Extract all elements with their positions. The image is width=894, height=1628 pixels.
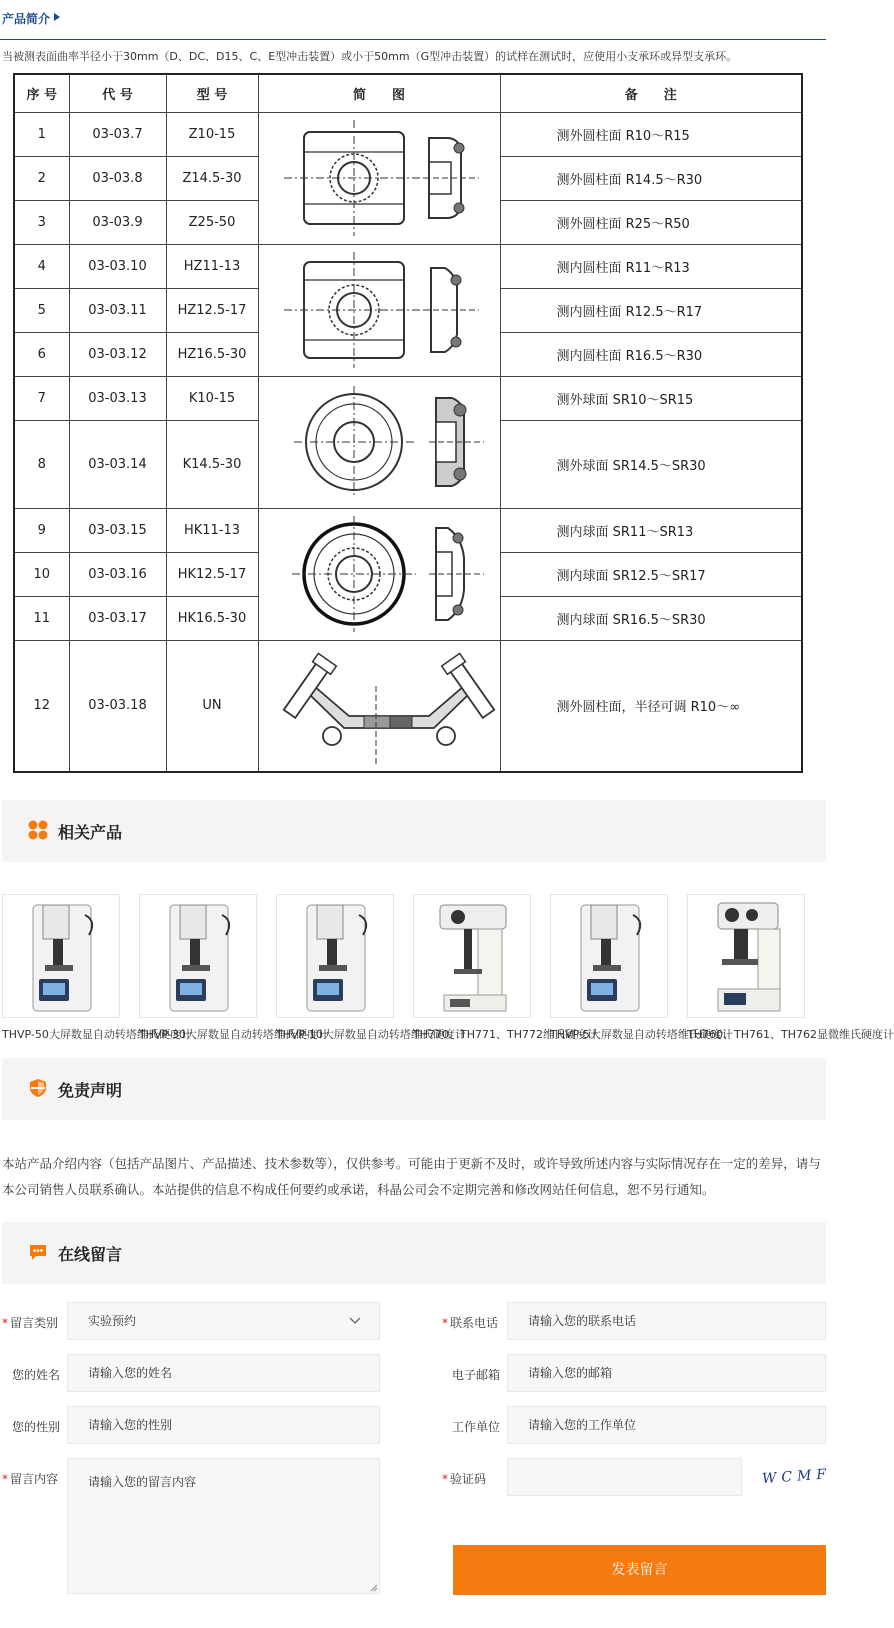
captcha-input[interactable] <box>507 1458 742 1496</box>
product-thumbnail[interactable] <box>413 894 531 1018</box>
phone-input[interactable]: 请输入您的联系电话 <box>507 1302 826 1340</box>
disclaimer-text: 本站产品介绍内容（包括产品图片、产品描述、技术参数等），仅供参考。可能由于更新不及时，或许导致所述内容与实际情况存在一定的差异，请与本公司销售人员联系确认。本站提供的信息不构成任何要约或承诺，科晶公司会不定期完善和修改网站任何信息，恕不另行通知。 <box>2 1156 821 1197</box>
product-name[interactable]: TH770、TH771、TH772维氏硬度计 <box>413 1028 598 1041</box>
row-code: 03-03.15 <box>69 508 166 552</box>
row-no: 5 <box>14 288 69 332</box>
row-no: 3 <box>14 200 69 244</box>
row-note: 测外球面 SR10～SR15 <box>500 376 802 420</box>
category-select[interactable]: 实验预约 <box>67 1302 380 1340</box>
header-model: 型 号 <box>166 74 258 112</box>
message-title: 在线留言 <box>58 1245 123 1264</box>
row-no: 9 <box>14 508 69 552</box>
company-input[interactable]: 请输入您的工作单位 <box>507 1406 826 1444</box>
table-row <box>14 244 802 288</box>
row-no: 2 <box>14 156 69 200</box>
row-model: HK16.5-30 <box>166 596 258 640</box>
table-row <box>14 640 802 772</box>
category-label: * 留言类别 <box>2 1316 59 1330</box>
diagram-k-type <box>258 376 500 508</box>
product-intro-header <box>0 0 826 40</box>
product-name[interactable]: THVP-30大屏数显自动转塔维氏硬度计 <box>139 1028 329 1041</box>
row-code: 03-03.12 <box>69 332 166 376</box>
disclaimer-title: 免责声明 <box>58 1081 123 1100</box>
message-bar <box>2 1222 826 1284</box>
table-row <box>14 376 802 420</box>
row-model: Z25-50 <box>166 200 258 244</box>
header-diagram: 简 图 <box>258 74 500 112</box>
related-products-title: 相关产品 <box>58 823 123 842</box>
product-thumbnail[interactable] <box>276 894 394 1018</box>
product-card[interactable] <box>139 894 329 1042</box>
product-card[interactable] <box>413 894 598 1042</box>
phone-label: * 联系电话 <box>442 1316 499 1330</box>
row-note: 测内球面 SR12.5～SR17 <box>500 552 802 596</box>
product-card[interactable] <box>550 894 733 1042</box>
email-input[interactable]: 请输入您的邮箱 <box>507 1354 826 1392</box>
disclaimer-bar <box>2 1058 826 1120</box>
row-note: 测内圆柱面 R12.5～R17 <box>500 288 802 332</box>
row-code: 03-03.17 <box>69 596 166 640</box>
resize-handle-icon[interactable] <box>370 1584 378 1592</box>
company-label: 工作单位 <box>452 1420 501 1434</box>
row-no: 4 <box>14 244 69 288</box>
row-note: 测外圆柱面 R25～R50 <box>500 200 802 244</box>
row-no: 8 <box>14 420 69 508</box>
row-model: UN <box>166 640 258 772</box>
product-card[interactable] <box>276 894 466 1042</box>
row-no: 12 <box>14 640 69 772</box>
product-card[interactable] <box>2 894 192 1042</box>
table-row <box>14 508 802 552</box>
submit-button[interactable]: 发表留言 <box>453 1545 826 1595</box>
product-name[interactable]: THVP-5大屏数显自动转塔维氏硬度计 <box>550 1028 733 1041</box>
diagram-z-type <box>258 112 500 244</box>
row-note: 测内球面 SR16.5～SR30 <box>500 596 802 640</box>
row-note: 测内圆柱面 R16.5～R30 <box>500 332 802 376</box>
grid-flower-icon <box>28 820 48 840</box>
row-code: 03-03.7 <box>69 112 166 156</box>
row-no: 7 <box>14 376 69 420</box>
row-note: 测内球面 SR11～SR13 <box>500 508 802 552</box>
gender-input[interactable]: 请输入您的性别 <box>67 1406 380 1444</box>
shield-icon <box>28 1078 48 1098</box>
intro-text: 当被测表面曲率半径小于30mm（D、DC、D15、C、E型冲击装置）或小于50mm（G型冲击装置）的试样在测试时，应使用小支承环或异型支承环。 <box>2 50 738 63</box>
table-header-row <box>14 74 802 112</box>
diagram-hk-type <box>258 508 500 640</box>
row-model: HK11-13 <box>166 508 258 552</box>
row-code: 03-03.16 <box>69 552 166 596</box>
row-model: K10-15 <box>166 376 258 420</box>
name-input[interactable]: 请输入您的姓名 <box>67 1354 380 1392</box>
email-label: 电子邮箱 <box>452 1368 501 1382</box>
row-note: 测外圆柱面，半径可调 R10～∞ <box>500 640 802 772</box>
table-row <box>14 112 802 156</box>
diagram-un-type <box>258 640 500 772</box>
header-code: 代 号 <box>69 74 166 112</box>
product-name[interactable]: TH760、TH761、TH762显微维氏硬度计 <box>687 1028 894 1041</box>
row-code: 03-03.8 <box>69 156 166 200</box>
support-ring-table <box>13 73 803 773</box>
row-note: 测外球面 SR14.5～SR30 <box>500 420 802 508</box>
chat-bubble-icon <box>28 1242 48 1262</box>
name-label: 您的姓名 <box>12 1368 61 1382</box>
row-model: HK12.5-17 <box>166 552 258 596</box>
message-label: * 留言内容 <box>2 1472 59 1486</box>
triangle-right-icon <box>54 13 60 21</box>
row-model: Z10-15 <box>166 112 258 156</box>
row-no: 1 <box>14 112 69 156</box>
row-code: 03-03.18 <box>69 640 166 772</box>
row-no: 11 <box>14 596 69 640</box>
row-code: 03-03.13 <box>69 376 166 420</box>
captcha-image[interactable]: WCMF <box>761 1466 832 1488</box>
row-code: 03-03.10 <box>69 244 166 288</box>
row-no: 10 <box>14 552 69 596</box>
gender-label: 您的性别 <box>12 1420 61 1434</box>
product-thumbnail[interactable] <box>139 894 257 1018</box>
related-products-bar <box>2 800 826 862</box>
header-no: 序 号 <box>14 74 69 112</box>
row-model: HZ11-13 <box>166 244 258 288</box>
header-note: 备 注 <box>500 74 802 112</box>
row-note: 测内圆柱面 R11～R13 <box>500 244 802 288</box>
row-model: K14.5-30 <box>166 420 258 508</box>
row-code: 03-03.9 <box>69 200 166 244</box>
row-no: 6 <box>14 332 69 376</box>
section-title: 产品简介 <box>2 12 51 26</box>
product-thumbnail[interactable] <box>687 894 805 1018</box>
product-thumbnail[interactable] <box>550 894 668 1018</box>
row-model: HZ16.5-30 <box>166 332 258 376</box>
row-model: HZ12.5-17 <box>166 288 258 332</box>
diagram-hz-type <box>258 244 500 376</box>
row-code: 03-03.11 <box>69 288 166 332</box>
captcha-label: * 验证码 <box>442 1472 487 1486</box>
product-thumbnail[interactable] <box>2 894 120 1018</box>
row-note: 测外圆柱面 R10～R15 <box>500 112 802 156</box>
row-code: 03-03.14 <box>69 420 166 508</box>
product-card[interactable] <box>687 894 894 1042</box>
product-name[interactable]: THVP-10大屏数显自动转塔维氏硬度计 <box>276 1028 466 1041</box>
message-textarea[interactable]: 请输入您的留言内容 <box>67 1458 380 1594</box>
row-note: 测外圆柱面 R14.5～R30 <box>500 156 802 200</box>
product-name[interactable]: THVP-50大屏数显自动转塔维氏硬度计 <box>2 1028 192 1041</box>
row-model: Z14.5-30 <box>166 156 258 200</box>
chevron-down-icon <box>349 1317 361 1325</box>
